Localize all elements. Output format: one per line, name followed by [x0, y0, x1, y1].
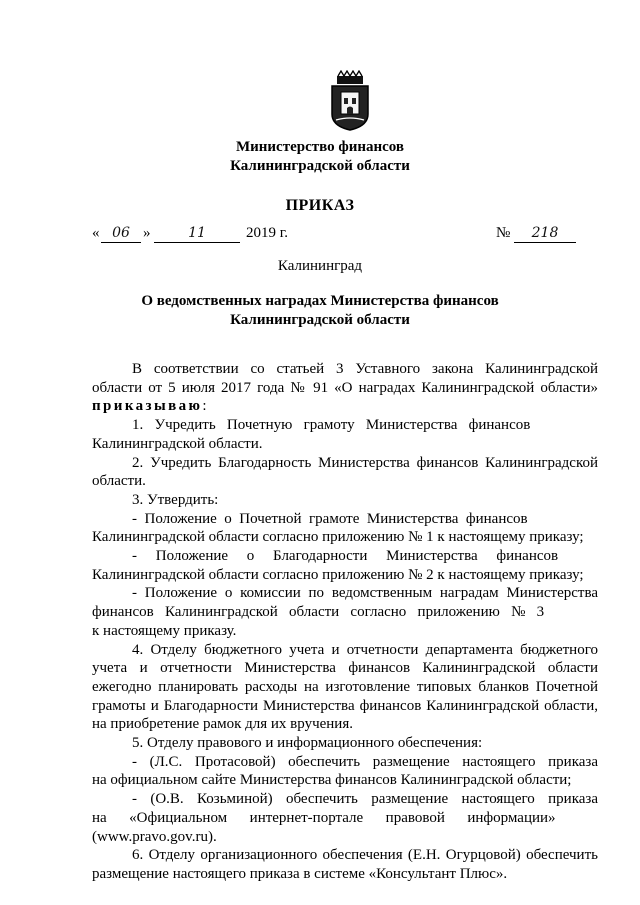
date-year: 2019 г. — [246, 225, 288, 241]
date-month: 11 — [154, 225, 240, 243]
item4-line5: на приобретение рамок для их вручения. — [92, 716, 353, 733]
item5b-line1: - (О.В. Козьминой) обеспечить размещение настоящего приказа — [132, 791, 598, 808]
preamble-line1: В соответствии со статьей 3 Уставного закона Калининградской — [132, 361, 598, 377]
ministry-name — [0, 138, 640, 176]
preamble-line2: области от 5 июля 2017 года № 91 «О наградах Калининградской области» — [92, 379, 598, 396]
order-word-colon: : — [202, 398, 207, 415]
order-word: приказываю — [92, 398, 203, 415]
date-day: 06 — [101, 225, 141, 243]
date-open-quote: « — [92, 225, 100, 241]
city-name: Калининград — [277, 258, 363, 274]
item4-line2: учета и отчетности Министерства финансов Калининградской области — [92, 660, 598, 677]
coat-of-arms-emblem — [326, 70, 374, 132]
item3a-line2: Калининградской области согласно приложению № 1 к настоящему приказу; — [92, 529, 584, 546]
item5-line: 5. Отделу правового и информационного обеспечения: — [132, 735, 483, 752]
item3c-line2: финансов Калининградской области согласно приложению № 3 — [92, 604, 545, 621]
item1-line1: 1. Учредить Почетную грамоту Министерства финансов — [132, 417, 531, 434]
ministry-name-line1: Министерство финансов — [235, 139, 405, 155]
number-label: № — [496, 225, 511, 241]
document-type: ПРИКАЗ — [285, 197, 355, 214]
item4-line4: грамоты и Благодарности Министерства финансов Калининградской области, — [92, 697, 598, 714]
date-close-quote: » — [143, 225, 151, 241]
item2-line1: 2. Учредить Благодарность Министерства финансов Калининградской — [132, 454, 598, 471]
item5b-line2: на «Официальном интернет-портале правовой информации» — [92, 809, 556, 826]
item4-line3: ежегодно планировать расходы на изготовление типовых бланков Почетной — [92, 678, 598, 695]
item5a-line1: - (Л.С. Протасовой) обеспечить размещение настоящего приказа — [132, 753, 598, 770]
item3c-line1: - Положение о комиссии по ведомственным наградам Министерства — [132, 585, 598, 602]
order-body — [92, 360, 598, 884]
order-title-line1: О ведомственных наградах Министерства финансов — [141, 293, 499, 309]
item2-line2: области. — [92, 473, 146, 490]
order-number — [496, 225, 576, 245]
item6-line2: размещение настоящего приказа в системе «Консультант Плюс». — [92, 865, 508, 882]
item3a-line1: - Положение о Почетной грамоте Министерства финансов — [132, 510, 528, 527]
item5a-line2: на официальном сайте Министерства финансов Калининградской области; — [92, 772, 572, 789]
item3-line: 3. Утвердить: — [132, 491, 219, 508]
order-title — [0, 292, 640, 330]
item6-line1: 6. Отделу организационного обеспечения (Е.Н. Огурцовой) обеспечить — [132, 847, 598, 864]
item1-line2: Калининградской области. — [92, 435, 263, 452]
item4-line1: 4. Отделу бюджетного учета и отчетности департамента бюджетного — [132, 641, 598, 658]
ministry-name-line2: Калининградской области — [230, 158, 410, 174]
number-value: 218 — [514, 225, 576, 243]
order-title-line2: Калининградской области — [230, 312, 410, 328]
item5b-line3: (www.pravo.gov.ru). — [92, 828, 217, 845]
item3b-line2: Калининградской области согласно приложению № 2 к настоящему приказу; — [92, 566, 584, 583]
preamble-order-line — [92, 397, 598, 416]
item3b-line1: - Положение о Благодарности Министерства финансов — [132, 548, 559, 565]
item3c-line3: к настоящему приказу. — [92, 622, 237, 639]
